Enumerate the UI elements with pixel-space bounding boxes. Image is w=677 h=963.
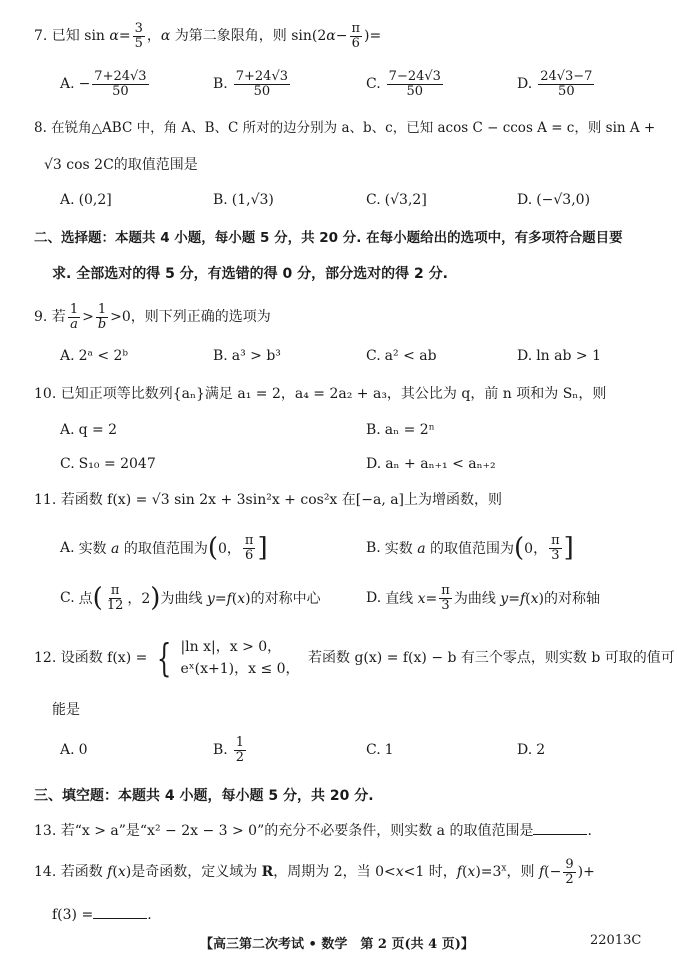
q9-option-b: B. a³ > b³	[213, 348, 281, 364]
q8-option-d: D. (−√3,0)	[517, 192, 591, 208]
q8-option-c: C. (√3,2]	[366, 192, 427, 208]
section-3-heading: 三、填空题：本题共 4 小题，每小题 5 分，共 20 分.	[34, 788, 374, 804]
q8-option-a: A. (0,2]	[60, 192, 112, 208]
q12-prefix: 12. 设函数 f(x) =	[34, 650, 148, 666]
q7-option-a: A. − $\frac{7+24√3}{50}$	[60, 68, 147, 99]
q11-option-b: B. 实数 a 的取值范围为 ( 0， $\frac{\pi}{3}$ ]	[366, 532, 574, 563]
q12-cont: 能是	[52, 702, 80, 718]
q13-stem: 13. 若“x > a”是“x² − 2x − 3 > 0”的充分不必要条件，则实数 a 的取值范围是 .	[34, 820, 592, 841]
q11-stem: 11. 若函数 f(x) = √3 sin 2x + 3sin²x + cos²x 在[−a, a]上为增函数，则	[34, 492, 503, 508]
q10-option-d: D. aₙ + aₙ₊₁ < aₙ₊₂	[366, 456, 496, 472]
q11-option-a: A. 实数 a 的取值范围为 ( 0， $\frac{\pi}{6}$ ]	[60, 532, 268, 563]
q11-option-c: C. 点 ( $\frac{\pi}{12}$ ，2 ) 为曲线 y=f(x)的对称中心	[60, 582, 321, 613]
q7-stem: 7. 已知 sin α= $\frac{3}{5}$ ，α 为第二象限角，则 sin(2α− $\frac{\pi}{6}$ )=	[34, 21, 382, 51]
q7-option-b: B. $\frac{7+24√3}{50}$	[213, 68, 289, 99]
q10-option-c: C. S₁₀ = 2047	[60, 456, 156, 472]
q12-brace: {	[156, 636, 172, 680]
q12-option-b: B. $\frac{1}{2}$	[213, 734, 245, 765]
page-footer: 【高三第二次考试 • 数学 第 2 页(共 4 页)】	[200, 937, 474, 952]
section-2-heading: 二、选择题：本题共 4 小题，每小题 5 分，共 20 分. 在每小题给出的选项中，有多项符合题目要	[34, 230, 623, 246]
q9-option-a: A. 2ᵃ < 2ᵇ	[60, 348, 129, 364]
q10-stem: 10. 已知正项等比数列{aₙ}满足 a₁ = 2，a₄ = 2a₂ + a₃，其公比为 q，前 n 项和为 Sₙ，则	[34, 386, 607, 402]
q12-stem	[34, 634, 675, 682]
q8-option-b: B. (1,√3)	[213, 192, 274, 208]
q7-frac: $\frac{3}{5}$	[134, 21, 143, 51]
q10-option-a: A. q = 2	[60, 422, 118, 438]
q14-answer-blank[interactable]	[93, 904, 147, 919]
q14-line2: f(3) = .	[52, 904, 152, 925]
q11-option-d: D. 直线 x= $\frac{\pi}{3}$ 为曲线 y=f(x)的对称轴	[366, 582, 600, 613]
q12-suffix: 若函数 g(x) = f(x) − b 有三个零点，则实数 b 可取的值可	[308, 650, 675, 666]
q8-line1: 8. 在锐角△ABC 中，角 A、B、C 所对的边分别为 a、b、c，已知 acos C − ccos A = c，则 sin A +	[34, 120, 656, 136]
q7-option-d: D. $\frac{24√3-7}{50}$	[517, 68, 593, 99]
q9-option-c: C. a² < ab	[366, 348, 437, 364]
q13-answer-blank[interactable]	[533, 820, 587, 835]
q12-option-c: C. 1	[366, 742, 394, 758]
q12-option-a: A. 0	[60, 742, 88, 758]
q9-stem: 9. 若 $\frac{1}{a}$ > $\frac{1}{b}$ >0，则下列正确的选项为	[34, 302, 271, 332]
q8-line2: √3 cos 2C的取值范围是	[44, 157, 198, 173]
q7-option-c: C. $\frac{7-24√3}{50}$	[366, 68, 441, 99]
q12-option-d: D. 2	[517, 742, 546, 758]
q12-cases: |ln x|，x > 0， eˣ(x+1)，x ≤ 0，	[180, 639, 300, 677]
q14-line1: 14. 若函数 f(x)是奇函数，定义域为 R，周期为 2，当 0<x<1 时，$f(x)=3^x$，则 f(− $\frac{9}{2}$ )+	[34, 857, 595, 887]
q10-option-b: B. aₙ = 2ⁿ	[366, 422, 435, 438]
section-2-heading-cont: 求. 全部选对的得 5 分，有选错的得 0 分，部分选对的得 2 分.	[52, 266, 448, 282]
exam-code: 22013C	[590, 933, 642, 948]
q9-option-d: D. ln ab > 1	[517, 348, 601, 364]
